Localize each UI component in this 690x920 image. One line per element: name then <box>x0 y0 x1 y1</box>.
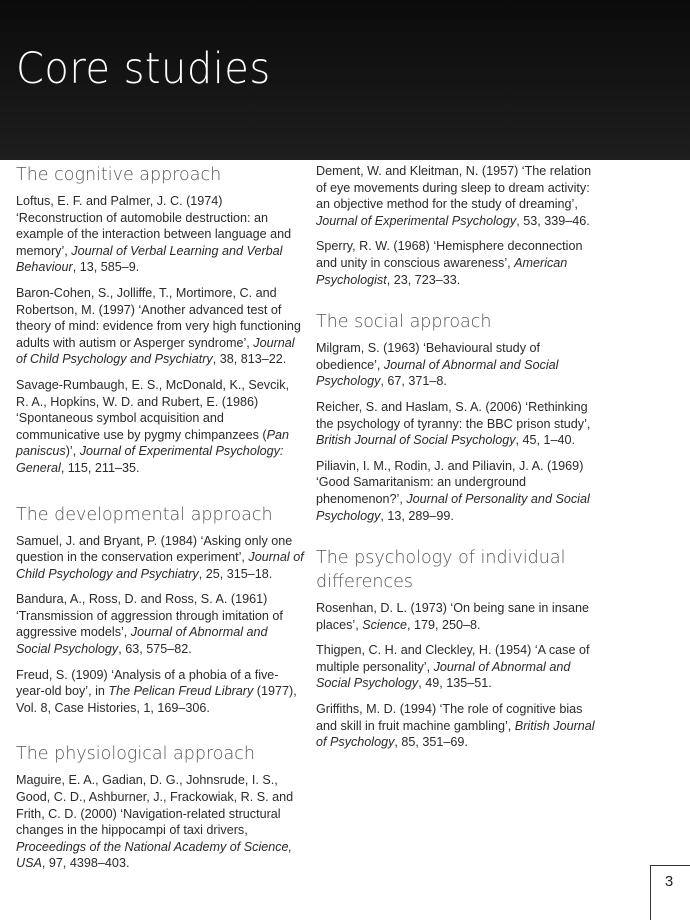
reference-text-segment: )’, <box>65 444 80 459</box>
reference-text-segment: Baron-Cohen, S., Jolliffe, T., Mortimore, C. and Robertson, M. (1997) ‘Another advanced test of theory of mind: evidence from very high functioning adults with autism or Asperger syndrome’, <box>16 285 301 350</box>
reference-text-segment: , 53, 339–46. <box>516 213 590 228</box>
reference-section <box>316 310 604 524</box>
reference-entry <box>316 340 604 390</box>
section-heading: The social approach <box>316 312 492 333</box>
page-header-banner <box>0 0 690 160</box>
reference-text-segment: , 25, 315–18. <box>198 566 273 581</box>
reference-entry <box>316 399 604 449</box>
reference-text-segment: Thigpen, C. H. and Cleckley, H. (1954) ‘A case of multiple personality’, <box>316 643 590 674</box>
reference-text-segment: Griffiths, M. D. (1994) ‘The role of cognitive bias and skill in fruit machine gambling’, <box>316 702 583 733</box>
reference-text-segment: , 63, 575–82. <box>118 642 192 657</box>
reference-italic-segment: Proceedings of the National Academy of Science, USA <box>16 839 293 871</box>
page-corner-rule <box>650 865 690 866</box>
reference-text-segment: , 23, 723–33. <box>386 272 461 287</box>
reference-text-segment: Maguire, E. A., Gadian, D. G., Johnsrude, I. S., Good, C. D., Ashburner, J., Frackowiak, R. S. and Frith, C. D. (2000) ‘Navigation-related structural changes in the hippocampi of taxi drivers, <box>16 773 294 838</box>
reference-italic-segment: British Journal of Social Psychology <box>316 433 516 448</box>
reference-italic-segment: The Pelican Freud Library <box>108 684 254 699</box>
reference-text-segment: , 97, 4398–403. <box>41 856 130 871</box>
reference-text-segment: , 13, 585–9. <box>72 260 140 275</box>
section-heading: The developmental approach <box>16 504 273 525</box>
reference-text-segment: Milgram, S. (1963) ‘Behavioural study of obedience’, <box>316 341 540 372</box>
reference-entry <box>16 377 304 477</box>
reference-section <box>16 503 304 717</box>
reference-entry <box>316 238 604 288</box>
reference-italic-segment: Journal of Child Psychology and Psychiatry <box>16 335 295 367</box>
reference-text-segment: Piliavin, I. M., Rodin, J. and Piliavin, J. A. (1969) ‘Good Samaritanism: an underground phenomenon?’, <box>316 458 584 506</box>
reference-italic-segment: Journal of Abnormal and Social Psychology <box>316 357 559 389</box>
reference-text-segment: Bandura, A., Ross, D. and Ross, S. A. (1961) ‘Transmission of aggression through imitation of aggressive models’, <box>16 592 283 640</box>
reference-section <box>316 163 604 288</box>
reference-italic-segment: Journal of Personality and Social Psychology <box>316 491 590 523</box>
reference-italic-segment: Science <box>362 617 408 632</box>
reference-text-segment: , 67, 371–8. <box>380 374 447 389</box>
reference-text-segment: Rosenhan, D. L. (1973) ‘On being sane in insane places’, <box>316 601 590 632</box>
reference-text-segment: Savage-Rumbaugh, E. S., McDonald, K., Sevcik, R. A., Hopkins, W. D. and Rubert, E. (1986) ‘Spontaneous symbol acquisition and communicative use by pygmy chimpanzees ( <box>16 377 289 442</box>
reference-section <box>316 546 604 751</box>
reference-text-segment: , 13, 289–99. <box>380 508 454 523</box>
reference-italic-segment: American Psychologist <box>316 255 568 287</box>
section-heading: The psychology of individual differences <box>316 548 566 593</box>
reference-text-segment: Dement, W. and Kleitman, N. (1957) ‘The relation of eye movements during sleep to dream activity: an objective method for the study of dreaming’, <box>316 164 592 212</box>
reference-entry <box>316 600 604 633</box>
reference-text-segment: , 85, 351–69. <box>394 735 468 750</box>
reference-entry <box>316 458 604 524</box>
reference-italic-segment: Journal of Abnormal and Social Psychology <box>316 659 571 691</box>
reference-entry <box>316 701 604 751</box>
reference-entry <box>16 772 304 872</box>
reference-entry <box>316 163 604 229</box>
page-title: Core studies <box>16 44 271 94</box>
reference-text-segment: Samuel, J. and Bryant, P. (1984) ‘Asking only one question in the conservation experiment’, <box>16 533 293 565</box>
reference-entry <box>16 193 304 276</box>
reference-text-segment: Reicher, S. and Haslam, S. A. (2006) ‘Rethinking the psychology of tyranny: the BBC prison study’, <box>316 399 591 431</box>
right-column <box>316 163 604 760</box>
reference-text-segment: Loftus, E. F. and Palmer, J. C. (1974) ‘Reconstruction of automobile destruction: an example of the interaction between language and memory’, <box>16 194 292 258</box>
section-heading: The physiological approach <box>16 744 255 765</box>
reference-text-segment: Freud, S. (1909) ‘Analysis of a phobia of a five-year-old boy’, in <box>16 667 279 699</box>
reference-entry <box>16 285 304 368</box>
reference-text-segment: , 49, 135–51. <box>418 676 492 691</box>
page-corner-rule-vertical <box>650 865 651 920</box>
reference-italic-segment: Journal of Abnormal and Social Psychology <box>16 625 268 657</box>
reference-text-segment: (1977), Vol. 8, Case Histories, 1, 169–306. <box>16 684 297 715</box>
reference-entry <box>16 533 304 583</box>
reference-italic-segment: British Journal of Psychology <box>316 718 595 750</box>
reference-section <box>16 742 304 872</box>
section-heading: The cognitive approach <box>16 165 222 185</box>
reference-text-segment: Sperry, R. W. (1968) ‘Hemisphere deconnection and unity in conscious awareness’, <box>316 239 583 270</box>
reference-italic-segment: Pan paniscus <box>16 427 289 459</box>
reference-text-segment: , 38, 813–22. <box>212 352 287 367</box>
reference-text-segment: , 45, 1–40. <box>515 433 576 448</box>
reference-italic-segment: Journal of Child Psychology and Psychiatry <box>16 550 304 581</box>
left-column <box>16 163 304 881</box>
reference-italic-segment: Journal of Experimental Psychology: General <box>16 444 284 475</box>
reference-text-segment: , 179, 250–8. <box>407 617 481 632</box>
reference-entry <box>16 667 304 717</box>
reference-entry <box>316 642 604 692</box>
reference-italic-segment: Journal of Verbal Learning and Verbal Behaviour <box>16 243 283 275</box>
reference-entry <box>16 591 304 657</box>
page-number: 3 <box>664 873 674 890</box>
reference-section <box>16 163 304 477</box>
reference-text-segment: , 115, 211–35. <box>60 460 140 475</box>
reference-italic-segment: Journal of Experimental Psychology <box>316 213 517 228</box>
